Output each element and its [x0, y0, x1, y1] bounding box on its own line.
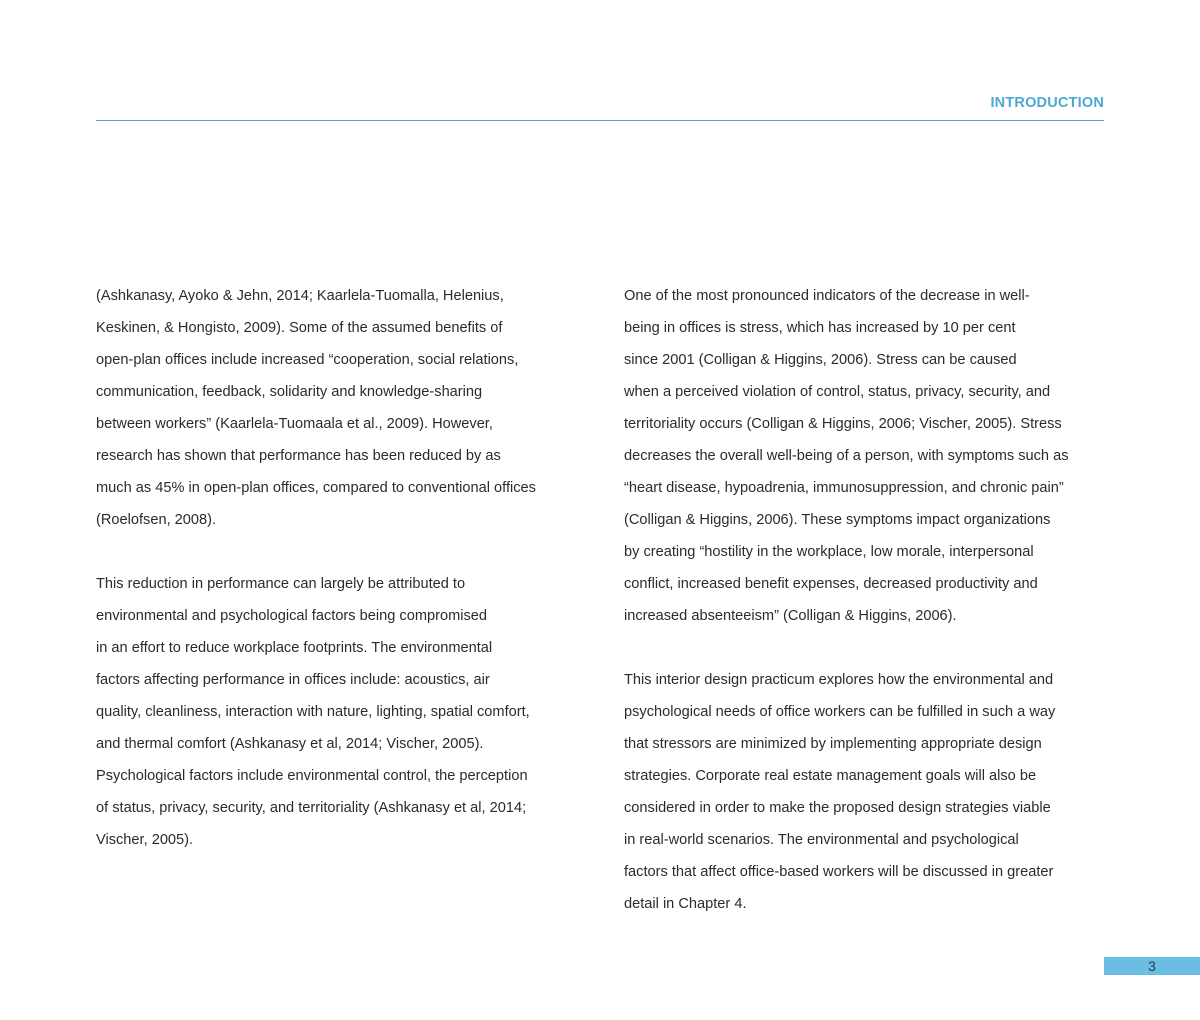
text-line: (Colligan & Higgins, 2006). These symptoms impact organizations [624, 512, 1051, 528]
text-line: when a perceived violation of control, status, privacy, security, and [624, 384, 1051, 400]
text-line: in an effort to reduce workplace footprints. The environmental [96, 640, 493, 656]
text-line: territoriality occurs (Colligan & Higgins, 2006; Vischer, 2005). Stress [624, 416, 1062, 432]
text-line: increased absenteeism” (Colligan & Higgins, 2006). [624, 608, 957, 624]
text-line: between workers” (Kaarlela-Tuomaala et al., 2009). However, [96, 416, 493, 432]
text-line: and thermal comfort (Ashkanasy et al, 2014; Vischer, 2005). [96, 736, 484, 752]
text-line: Vischer, 2005). [96, 832, 194, 848]
text-line: Keskinen, & Hongisto, 2009). Some of the assumed benefits of [96, 320, 503, 336]
text-line: (Ashkanasy, Ayoko & Jehn, 2014; Kaarlela-Tuomalla, Helenius, [96, 288, 504, 304]
text-line: that stressors are minimized by implementing appropriate design [624, 736, 1042, 752]
text-line: conflict, increased benefit expenses, decreased productivity and [624, 576, 1038, 592]
text-line: in real-world scenarios. The environmental and psychological [624, 832, 1019, 848]
text-line: This interior design practicum explores how the environmental and [624, 672, 1054, 688]
text-line: This reduction in performance can largely be attributed to [96, 576, 466, 592]
text-line: “heart disease, hypoadrenia, immunosuppression, and chronic pain” [624, 480, 1064, 496]
paragraph-practicum-scope [624, 664, 1108, 920]
text-line: of status, privacy, security, and territoriality (Ashkanasy et al, 2014; [96, 800, 527, 816]
paragraph-performance-factors [96, 568, 580, 856]
text-line: being in offices is stress, which has increased by 10 per cent [624, 320, 1016, 336]
text-line: factors affecting performance in offices include: acoustics, air [96, 672, 490, 688]
left-column [96, 280, 580, 856]
text-line: environmental and psychological factors being compromised [96, 608, 487, 624]
text-line: quality, cleanliness, interaction with nature, lighting, spatial comfort, [96, 704, 530, 720]
section-title: INTRODUCTION [990, 95, 1104, 111]
page-number: 3 [1104, 957, 1200, 975]
text-line: by creating “hostility in the workplace, low morale, interpersonal [624, 544, 1034, 560]
text-line: research has shown that performance has been reduced by as [96, 448, 501, 464]
text-line: detail in Chapter 4. [624, 896, 747, 912]
text-line: much as 45% in open-plan offices, compared to conventional offices [96, 480, 536, 496]
paragraph-open-plan-benefits [96, 280, 580, 536]
right-column [624, 280, 1108, 920]
text-line: considered in order to make the proposed design strategies viable [624, 800, 1051, 816]
text-line: (Roelofsen, 2008). [96, 512, 217, 528]
paragraph-stress-indicators [624, 280, 1108, 632]
text-line: communication, feedback, solidarity and knowledge-sharing [96, 384, 483, 400]
text-line: open-plan offices include increased “cooperation, social relations, [96, 352, 519, 368]
text-line: Psychological factors include environmental control, the perception [96, 768, 528, 784]
text-line: since 2001 (Colligan & Higgins, 2006). Stress can be caused [624, 352, 1017, 368]
text-line: strategies. Corporate real estate management goals will also be [624, 768, 1037, 784]
text-line: One of the most pronounced indicators of the decrease in well- [624, 288, 1030, 304]
text-line: factors that affect office-based workers will be discussed in greater [624, 864, 1054, 880]
text-line: psychological needs of office workers can be fulfilled in such a way [624, 704, 1056, 720]
text-line: decreases the overall well-being of a person, with symptoms such as [624, 448, 1069, 464]
header-divider [96, 120, 1104, 121]
